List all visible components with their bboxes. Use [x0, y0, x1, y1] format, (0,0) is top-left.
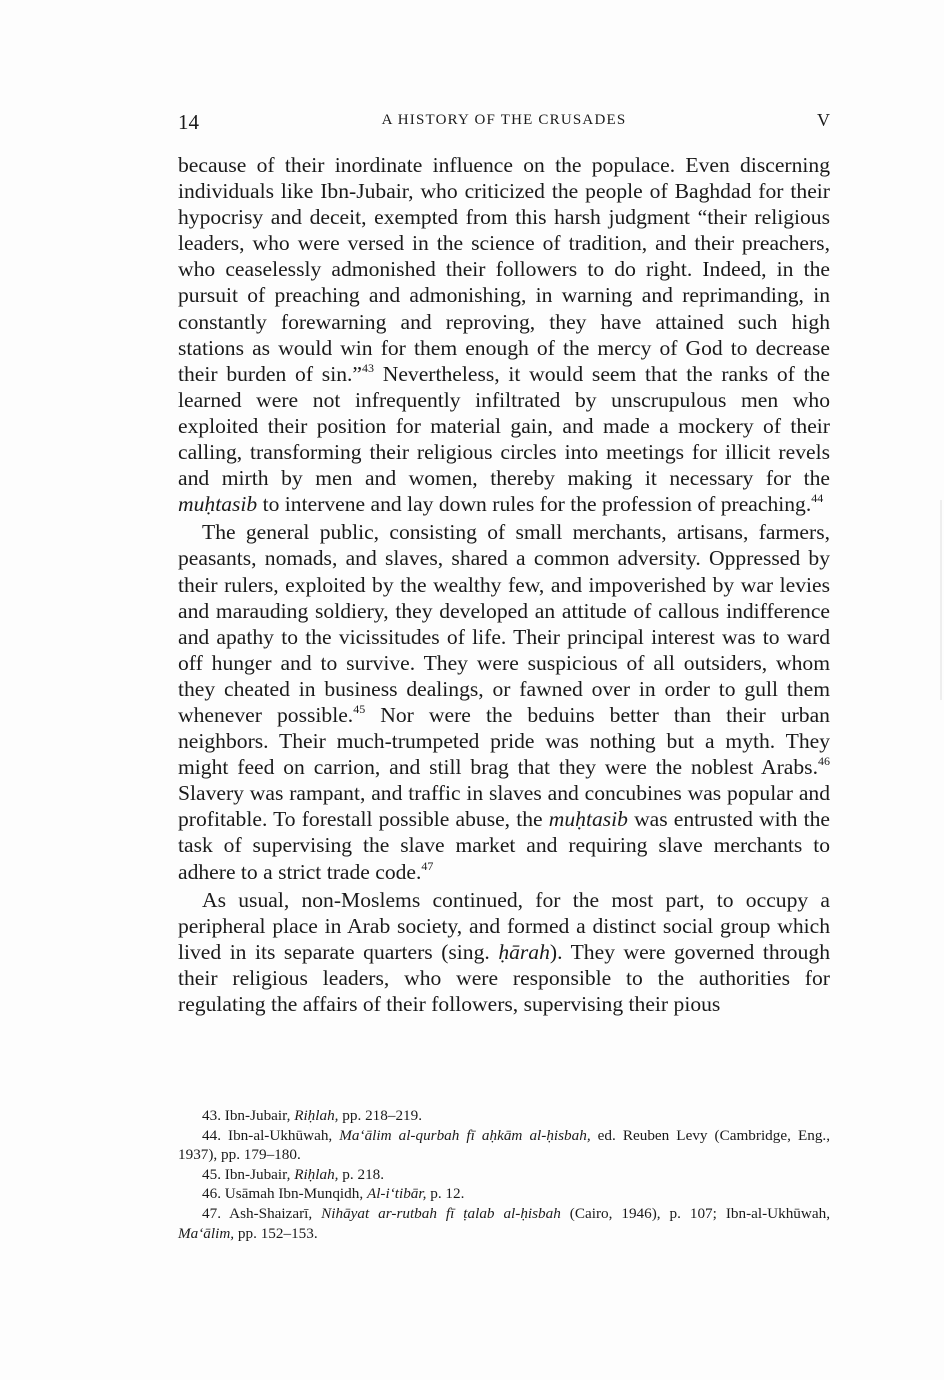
text-run: The general public, consisting of small merchants, artisans, farmers, peasants, nomads, and slaves, shared a common adversity. Oppressed by their rulers, exploited by the wealthy few, and impoverished by war levies and marauding soldiery, they developed an attitude of callous indifference and apathy to the vicissitudes of life. Their principal interest was to ward off hunger and to survive. They were suspicious of all outsiders, whom they cheated in business dealings, or fawned over in order to gull them whenever possible.	[178, 520, 830, 727]
italic-term: Nihāyat ar-rutbah fī ṭalab al-ḥisbah	[321, 1204, 561, 1222]
italic-term: Riḥlah,	[294, 1107, 339, 1124]
text-run: 45. Ibn-Jubair,	[202, 1165, 295, 1183]
text-run: (Cairo, 1946), p. 107; Ibn-al-Ukhūwah,	[560, 1204, 830, 1222]
paragraph	[178, 887, 830, 1017]
footnote-reference: 43	[361, 360, 374, 375]
text-run: Slavery was rampant, and traffic in slaves and concubines was popular and profitable. To forestall possible abuse, the	[178, 781, 830, 832]
footnote-reference: 45	[353, 701, 366, 716]
text-run: 44. Ibn-al-Ukhūwah,	[202, 1126, 340, 1144]
text-run: 46. Usāmah Ibn-Munqidh,	[202, 1185, 367, 1203]
text-run: ). They were governed through their religious leaders, who were responsible to the authorities for regulating the affairs of their followers, supervising their pious	[178, 939, 830, 1016]
text-run: pp. 152–153.	[234, 1224, 318, 1242]
text-run: 47. Ash-Shaizarī,	[202, 1204, 322, 1222]
italic-term: muḥtasib	[178, 492, 258, 517]
body-text	[178, 152, 830, 1017]
footnote	[178, 1126, 830, 1165]
text-run: Nevertheless, it would seem that the ranks of the learned were not infrequently infiltrated by unscrupulous men who exploited their position for material gain, and made a mockery of their calling, transforming their religious circles into meetings for illicit revels and mirth by men and women, thereby making it necessary for the	[178, 361, 830, 491]
text-run: Nor were the beduins better than their urban neighbors. Their much-trumpeted pride was nothing but a myth. They might feed on carrion, and still brag that they were the noblest Arabs.	[178, 702, 830, 780]
footnote-reference: 44	[811, 491, 824, 506]
italic-term: Al-i‘tibār,	[366, 1185, 427, 1203]
footnote	[178, 1204, 830, 1243]
running-title: A HISTORY OF THE CRUSADES	[381, 112, 627, 128]
italic-term: Riḥlah,	[294, 1165, 339, 1183]
text-run: pp. 218–219.	[338, 1107, 423, 1124]
page-number: 14	[178, 110, 199, 134]
footnote-reference: 46	[818, 754, 830, 769]
text-run: to intervene and lay down rules for the profession of preaching.	[257, 492, 812, 517]
part-number: V	[817, 110, 830, 130]
paragraph	[178, 152, 830, 517]
text-run: p. 218.	[338, 1165, 385, 1183]
italic-term: Ma‘ālim al-qurbah fī aḥkām al-ḥisbah,	[339, 1126, 591, 1144]
text-run: p. 12.	[426, 1185, 465, 1203]
text-run: ed. Reuben Levy (Cambridge, Eng., 1937), pp. 179–180.	[178, 1126, 831, 1164]
footnote	[178, 1165, 830, 1185]
footnotes	[178, 1106, 830, 1243]
page-edge-mark	[940, 500, 942, 700]
paragraph	[178, 519, 830, 884]
italic-term: muḥtasib	[548, 807, 628, 832]
italic-term: Ma‘ālim,	[178, 1224, 235, 1242]
footnote	[178, 1106, 830, 1126]
text-run: because of their inordinate influence on the populace. Even discerning individuals like Ibn-Jubair, who criticized the people of Baghdad for their hypocrisy and deceit, exempted from this harsh judgment “their religious leaders, who were versed in the science of tradition, and their preachers, who ceaselessly admonished their followers to do right. Indeed, in the pursuit of preaching and admonishing, in warning and reprimanding, in constantly forewarning and reproving, they have attained such high stations as would win for them enough of the mercy of God to decrease their burden of sin.”	[178, 153, 830, 386]
text-run: As usual, non-Moslems continued, for the most part, to occupy a peripheral place in Arab society, and formed a distinct social group which lived in its separate quarters (sing.	[178, 887, 830, 964]
running-head	[178, 110, 830, 136]
text-run: was entrusted with the task of supervising the slave market and requiring slave merchants to adhere to a strict trade code.	[178, 807, 830, 884]
italic-term: ḥārah	[498, 939, 550, 964]
footnote	[178, 1184, 830, 1204]
text-run: 43. Ibn-Jubair,	[202, 1107, 295, 1124]
footnote-reference: 47	[421, 858, 434, 873]
